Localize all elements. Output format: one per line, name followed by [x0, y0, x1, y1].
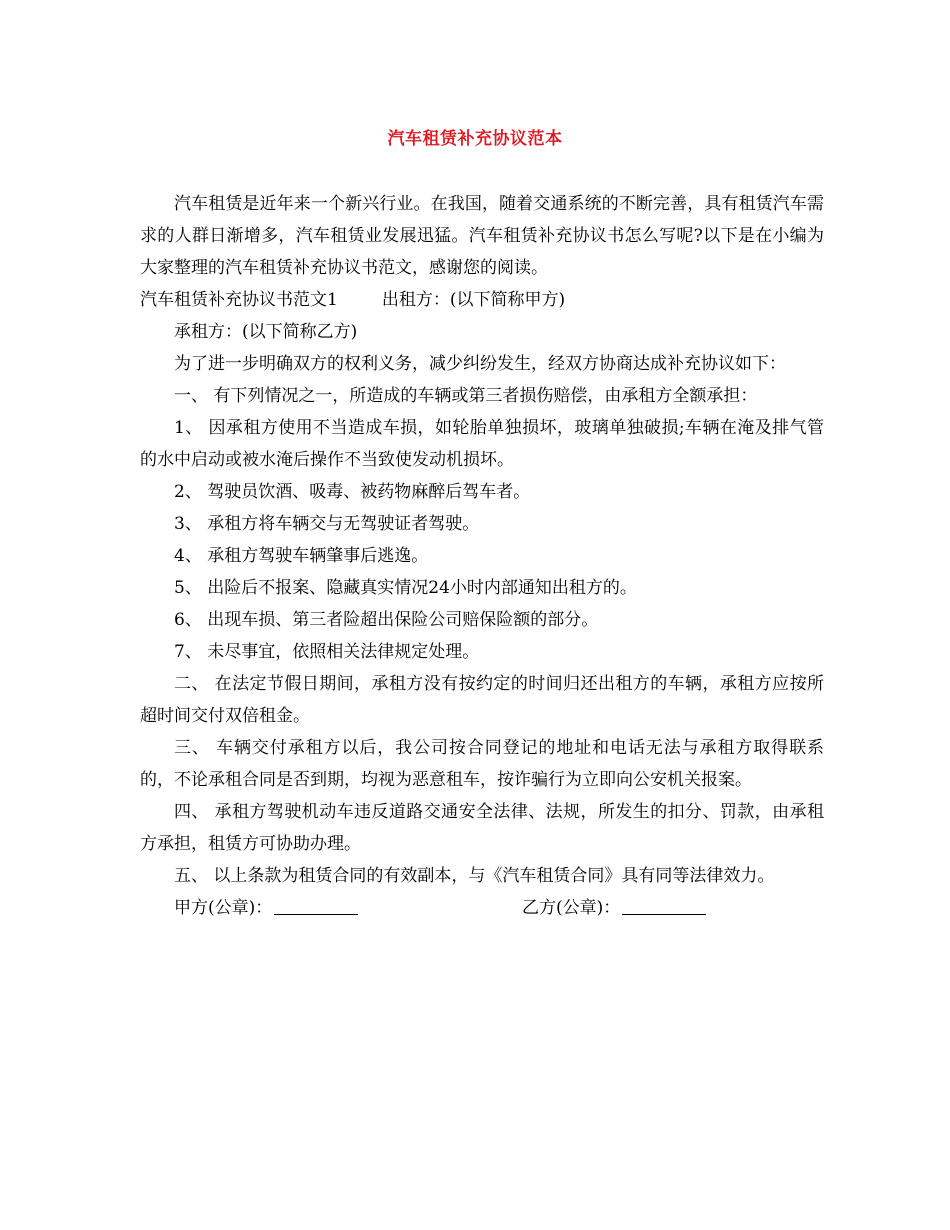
party-a-blank	[274, 894, 358, 915]
clause-5: 五、 以上条款为租赁合同的有效副本，与《汽车租赁合同》具有同等法律效力。	[174, 866, 775, 886]
party-a-label: 甲方(公章)：	[174, 898, 273, 918]
clause-1-item: 5、 出险后不报案、隐藏真实情况24小时内部通知出租方的。	[174, 578, 637, 598]
lessee-label: 承租方：(以下简称乙方)	[174, 322, 358, 342]
clause-1-item: 3、 承租方将车辆交与无驾驶证者驾驶。	[174, 514, 480, 534]
clause-4: 四、 承租方驾驶机动车违反道路交通安全法律、法规，所发生的扣分、罚款，由承租方承担，租赁方可协助办理。	[140, 802, 824, 854]
sample-heading: 汽车租赁补充协议书范文1	[140, 290, 338, 310]
party-b-label: 乙方(公章)：	[522, 898, 621, 918]
sample-heading-line	[140, 284, 824, 316]
clause-1-intro: 一、 有下列情况之一，所造成的车辆或第三者损伤赔偿，由承租方全额承担：	[174, 386, 758, 406]
clause-1-item: 6、 出现车损、第三者险超出保险公司赔保险额的部分。	[174, 610, 599, 630]
party-a-signature	[174, 892, 358, 924]
clause-1-item: 2、 驾驶员饮酒、吸毒、被药物麻醉后驾车者。	[174, 482, 531, 502]
lessor-label: 出租方：(以下简称甲方)	[381, 290, 566, 310]
clause-1-item: 7、 未尽事宜，依照相关法律规定处理。	[174, 642, 480, 662]
signature-row	[140, 892, 824, 924]
document-title: 汽车租赁补充协议范本	[387, 129, 563, 149]
party-b-signature	[522, 892, 706, 924]
clause-1-item: 1、 因承租方使用不当造成车损，如轮胎单独损坏，玻璃单独破损;车辆在淹及排气管的水中启动或被水淹后操作不当致使发动机损坏。	[140, 418, 824, 470]
preamble-paragraph: 为了进一步明确双方的权利义务，减少纠纷发生，经双方协商达成补充协议如下：	[174, 354, 786, 374]
document-body	[140, 188, 824, 924]
clause-3: 三、 车辆交付承租方以后，我公司按合同登记的地址和电话无法与承租方取得联系的，不论承租合同是否到期，均视为恶意租车，按诈骗行为立即向公安机关报案。	[140, 738, 824, 790]
party-b-blank	[622, 894, 706, 915]
clause-2: 二、 在法定节假日期间，承租方没有按约定的时间归还出租方的车辆，承租方应按所超时间交付双倍租金。	[140, 674, 824, 726]
clause-1-item: 4、 承租方驾驶车辆肇事后逃逸。	[174, 546, 429, 566]
intro-paragraph: 汽车租赁是近年来一个新兴行业。在我国，随着交通系统的不断完善，具有租赁汽车需求的人群日渐增多，汽车租赁业发展迅猛。汽车租赁补充协议书怎么写呢?以下是在小编为大家整理的汽车租赁补充协议书范文，感谢您的阅读。	[140, 194, 824, 278]
